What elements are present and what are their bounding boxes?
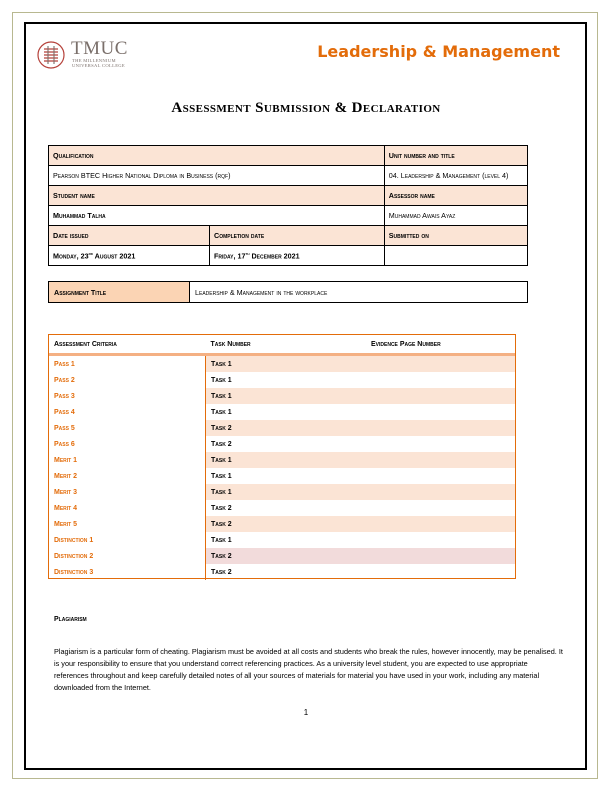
submitted-on-value[interactable]: [384, 246, 527, 266]
criterion-cell: Pass 4: [49, 404, 206, 420]
evidence-page-cell[interactable]: [366, 532, 515, 548]
logo-wordmark: TMUC: [71, 38, 128, 59]
assessor-name-value: Muhammad Awais Ayaz: [384, 206, 527, 226]
criteria-row: [49, 516, 515, 532]
criteria-row: [49, 436, 515, 452]
evidence-page-cell[interactable]: [366, 404, 515, 420]
logo-subtitle-line1: THE MILLENNIUM: [72, 58, 116, 63]
criteria-row: [49, 500, 515, 516]
submitted-on-label: Submitted on: [384, 226, 527, 246]
task-number-cell: Task 1: [211, 536, 232, 544]
task-number-cell: Task 1: [211, 408, 232, 416]
criteria-row: [49, 372, 515, 388]
criteria-row: [49, 484, 515, 500]
plagiarism-text: Plagiarism is a particular form of cheating. Plagiarism must be avoided at all costs and students who break the rules, however innocently, may be penalised. It is your responsibility to ensure that you understand correct referencing practices. As a university level student, you are expected to use appropriate references throughout and keep carefully detailed notes of all your sources of materials for material you have used in your work, including any material downloaded from the Internet.: [54, 647, 563, 692]
evidence-page-cell[interactable]: [366, 436, 515, 452]
student-name-label: Student name: [49, 186, 385, 206]
logo-subtitle-line2: UNIVERSAL COLLEGE: [72, 63, 126, 68]
criteria-row: [49, 532, 515, 548]
task-number-cell: Task 2: [206, 516, 367, 532]
criteria-row: [49, 564, 515, 580]
evidence-page-cell[interactable]: [366, 452, 515, 468]
college-logo: [36, 38, 146, 72]
task-number-header: Task Number: [206, 335, 367, 355]
criterion-cell: Pass 3: [49, 388, 206, 404]
assessment-criteria-table: [48, 334, 516, 579]
criterion-cell: Merit 5: [49, 516, 206, 532]
completion-date-label: Completion date: [210, 226, 385, 246]
unit-label: Unit number and title: [384, 146, 527, 166]
date-issued-value: Monday, 23rd August 2021: [49, 246, 210, 266]
unit-value: 04. Leadership & Management (level 4): [384, 166, 527, 186]
task-number-cell: Task 2: [211, 568, 232, 576]
criterion-cell: Distinction 1: [49, 532, 206, 548]
header-course-title: Leadership & Management: [317, 42, 560, 61]
evidence-page-cell[interactable]: [366, 548, 515, 564]
task-number-cell: Task 1: [211, 472, 232, 480]
evidence-page-cell[interactable]: [366, 516, 515, 532]
criteria-header: Assessment Criteria: [49, 335, 206, 355]
criteria-row: [49, 388, 515, 404]
completion-date-value: Friday, 17th December 2021: [210, 246, 385, 266]
criteria-row: [49, 468, 515, 484]
date-issued-label: Date issued: [49, 226, 210, 246]
criterion-cell: Pass 2: [49, 372, 206, 388]
evidence-page-cell[interactable]: [366, 420, 515, 436]
criterion-cell: Merit 1: [49, 452, 206, 468]
task-number-cell: Task 2: [206, 548, 367, 564]
criteria-row: [49, 548, 515, 564]
task-number-cell: Task 2: [211, 504, 232, 512]
task-number-cell: Task 1: [206, 452, 367, 468]
task-number-cell: Task 2: [211, 440, 232, 448]
task-number-cell: Task 1: [206, 355, 367, 373]
qualification-value: Pearson BTEC Higher National Diploma in Business (rqf): [49, 166, 385, 186]
student-name-value: Muhammad Talha: [49, 206, 385, 226]
assignment-title-table: [48, 281, 528, 303]
criteria-row: [49, 355, 515, 373]
evidence-page-cell[interactable]: [366, 388, 515, 404]
evidence-page-cell[interactable]: [366, 500, 515, 516]
task-number-cell: Task 1: [206, 388, 367, 404]
criterion-cell: Merit 2: [49, 468, 206, 484]
assignment-title-label: Assignment Title: [49, 282, 190, 303]
criteria-row: [49, 420, 515, 436]
assignment-title-value: Leadership & Management in the workplace: [190, 282, 528, 303]
criteria-row: [49, 404, 515, 420]
submission-info-table: [48, 145, 528, 266]
evidence-page-header: Evidence Page Number: [366, 335, 515, 355]
criterion-cell: Pass 5: [49, 420, 206, 436]
task-number-cell: Task 1: [206, 484, 367, 500]
criterion-cell: Distinction 3: [49, 564, 206, 580]
qualification-label: Qualification: [49, 146, 385, 166]
assessor-name-label: Assessor name: [384, 186, 527, 206]
criterion-cell: Pass 1: [49, 355, 206, 373]
criterion-cell: Distinction 2: [49, 548, 206, 564]
evidence-page-cell[interactable]: [366, 372, 515, 388]
criteria-row: [49, 452, 515, 468]
criterion-cell: Merit 3: [49, 484, 206, 500]
evidence-page-cell[interactable]: [366, 484, 515, 500]
evidence-page-cell[interactable]: [366, 468, 515, 484]
task-number-cell: Task 2: [206, 420, 367, 436]
page-number: 1: [303, 708, 309, 717]
evidence-page-cell[interactable]: [366, 564, 515, 580]
plagiarism-heading: Plagiarism: [54, 616, 87, 623]
logo-emblem-icon: [36, 40, 66, 70]
evidence-page-cell[interactable]: [366, 355, 515, 373]
document-title: Assessment Submission & Declaration: [171, 100, 441, 116]
criterion-cell: Merit 4: [49, 500, 206, 516]
task-number-cell: Task 1: [211, 376, 232, 384]
criterion-cell: Pass 6: [49, 436, 206, 452]
